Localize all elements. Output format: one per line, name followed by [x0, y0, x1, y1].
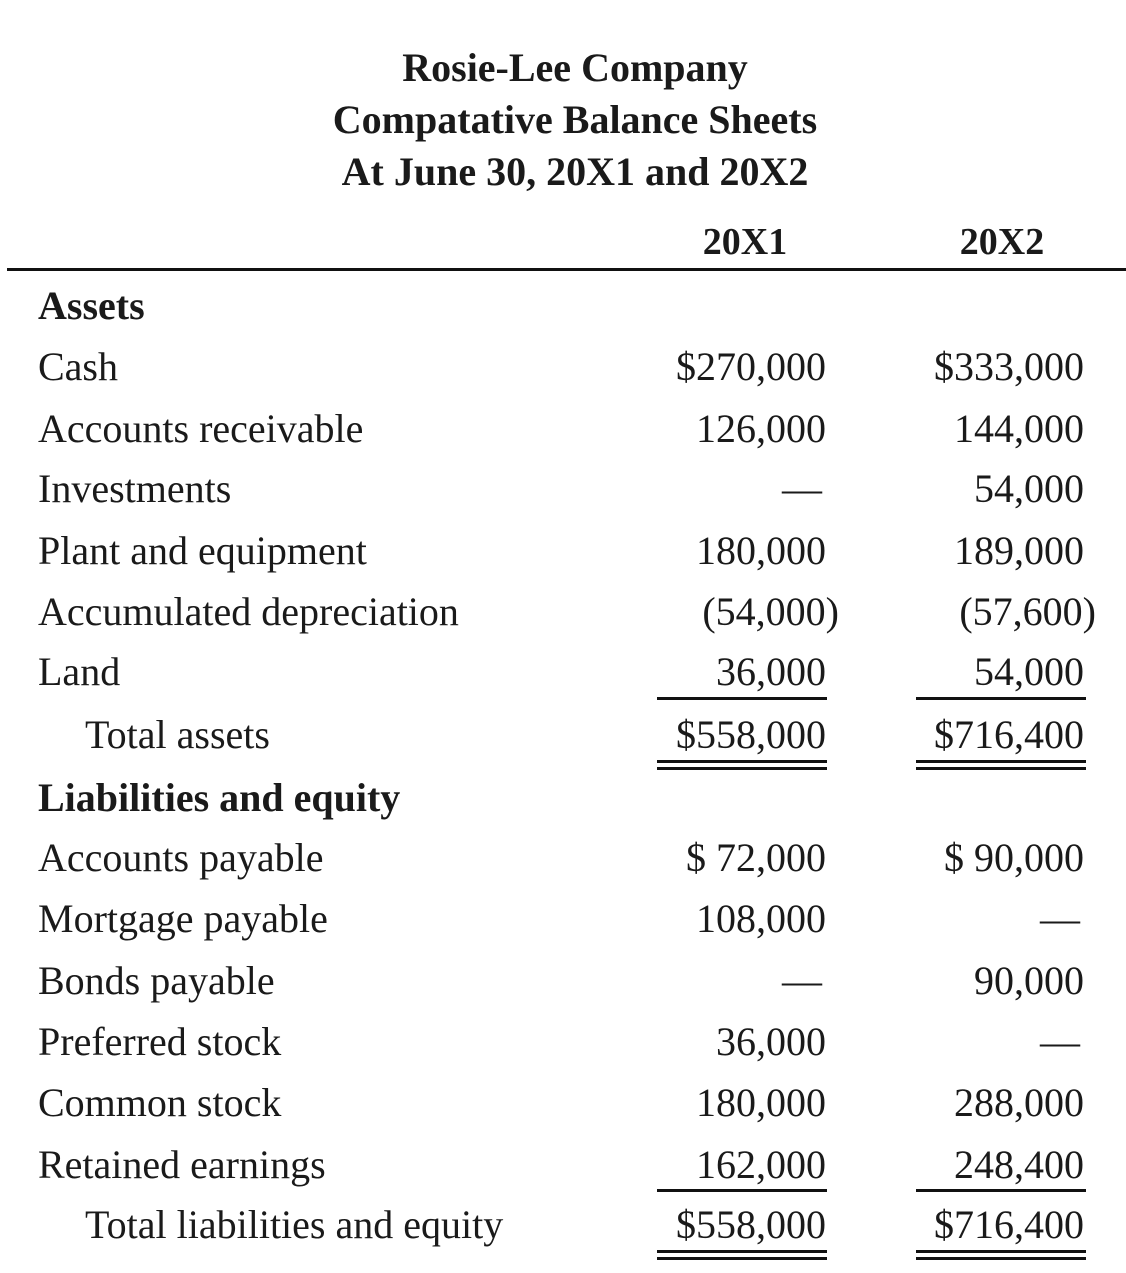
value-20x2: 189,000	[954, 528, 1084, 573]
value-20x1: 36,000	[716, 649, 826, 694]
statement-date: At June 30, 20X1 and 20X2	[341, 149, 809, 194]
table-row	[0, 459, 1126, 519]
total-row-liabilities-equity	[0, 1195, 1126, 1255]
column-header-20x1: 20X1	[702, 221, 788, 263]
value-20x1: 108,000	[696, 896, 826, 941]
value-20x1: $558,000	[676, 712, 826, 757]
row-label: Common stock	[38, 1080, 282, 1125]
company-name: Rosie-Lee Company	[402, 45, 748, 90]
value-20x2: 144,000	[954, 406, 1084, 451]
table-row	[0, 1135, 1126, 1195]
value-20x2: $ 90,000	[944, 835, 1084, 880]
row-label: Accounts receivable	[38, 406, 364, 451]
table-row	[0, 521, 1126, 581]
subtotal-rule-20x1	[657, 697, 827, 700]
value-20x1: (54,000)	[702, 589, 839, 634]
row-label: Retained earnings	[38, 1142, 326, 1187]
value-20x1: —	[782, 466, 822, 511]
row-label: Total assets	[85, 712, 270, 757]
table-row	[0, 582, 1126, 642]
value-20x1: 126,000	[696, 406, 826, 451]
value-20x1: 162,000	[696, 1142, 826, 1187]
double-rule-20x2	[916, 1250, 1086, 1260]
statement-header	[0, 42, 1126, 198]
value-20x2: $716,400	[934, 1202, 1084, 1247]
value-20x1: $558,000	[676, 1202, 826, 1247]
table-row	[0, 1073, 1126, 1133]
table-row	[0, 828, 1126, 888]
row-label: Cash	[38, 344, 118, 389]
value-20x2: (57,600)	[959, 589, 1096, 634]
section-heading-liabilities: Liabilities and equity	[38, 775, 401, 820]
value-20x1: 36,000	[716, 1019, 826, 1064]
value-20x1: 180,000	[696, 1080, 826, 1125]
value-20x2: 288,000	[954, 1080, 1084, 1125]
row-label: Bonds payable	[38, 958, 275, 1003]
row-label: Land	[38, 649, 121, 694]
total-row-assets	[0, 705, 1126, 765]
value-20x2: —	[1040, 896, 1080, 941]
value-20x1: 180,000	[696, 528, 826, 573]
value-20x1: —	[782, 958, 822, 1003]
value-20x2: —	[1040, 1019, 1080, 1064]
table-row	[0, 1012, 1126, 1072]
row-label: Mortgage payable	[38, 896, 328, 941]
column-header-20x2: 20X2	[959, 221, 1045, 263]
row-label: Plant and equipment	[38, 528, 367, 573]
value-20x2: 90,000	[974, 958, 1084, 1003]
table-row	[0, 399, 1126, 459]
table-row	[0, 642, 1126, 702]
double-rule-20x1	[657, 1250, 827, 1260]
table-row	[0, 337, 1126, 397]
row-label: Accounts payable	[38, 835, 324, 880]
row-label: Total liabilities and equity	[85, 1202, 504, 1247]
value-20x2: 248,400	[954, 1142, 1084, 1187]
value-20x1: $270,000	[676, 344, 826, 389]
header-rule	[7, 268, 1126, 271]
subtotal-rule-20x2	[916, 1189, 1086, 1192]
row-label: Accumulated depreciation	[38, 589, 459, 634]
value-20x2: 54,000	[974, 649, 1084, 694]
subtotal-rule-20x1	[657, 1189, 827, 1192]
table-row	[0, 951, 1126, 1011]
value-20x1: $ 72,000	[686, 835, 826, 880]
row-label: Investments	[38, 466, 232, 511]
row-label: Preferred stock	[38, 1019, 282, 1064]
value-20x2: 54,000	[974, 466, 1084, 511]
subtotal-rule-20x2	[916, 697, 1086, 700]
value-20x2: $333,000	[934, 344, 1084, 389]
value-20x2: $716,400	[934, 712, 1084, 757]
table-row	[0, 889, 1126, 949]
statement-title: Compatative Balance Sheets	[332, 97, 818, 142]
section-heading-assets: Assets	[38, 283, 145, 328]
